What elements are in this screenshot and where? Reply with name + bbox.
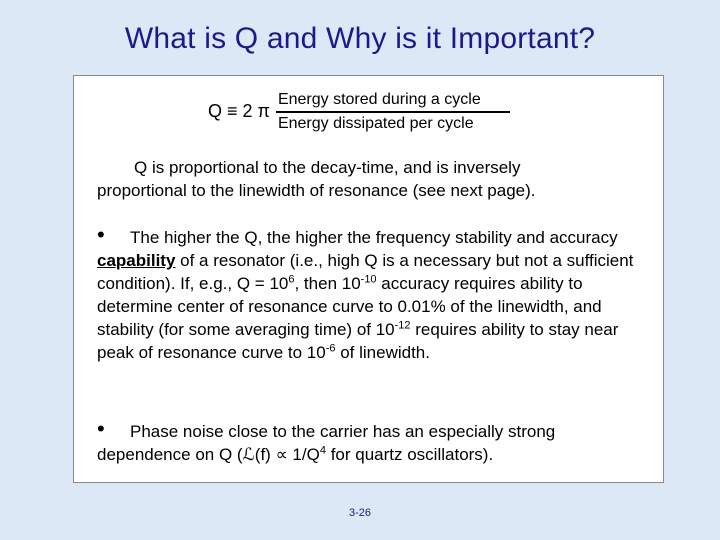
exponent-4: 4 — [319, 444, 326, 457]
formula-denominator: Energy dissipated per cycle — [277, 114, 474, 132]
bullet-text-b: for quartz oscillators). — [325, 445, 494, 464]
decay-time-paragraph — [97, 156, 642, 202]
bullet-icon: • — [97, 222, 105, 247]
stability-bullet — [97, 222, 642, 364]
slide-title: What is Q and Why is it Important? — [124, 22, 596, 55]
content-box — [73, 75, 664, 483]
formula-fraction — [276, 90, 510, 134]
exponent-minus-10: -10 — [360, 273, 377, 286]
paragraph-line-1: Q is proportional to the decay-time, and is inversely — [134, 158, 521, 177]
capability-emphasis: capability — [97, 251, 176, 270]
exponent-minus-6: -6 — [325, 342, 336, 355]
exponent-minus-12: -12 — [394, 319, 411, 332]
bullet-text-e: requires ability to stay near peak of resonance curve to 10 — [97, 320, 619, 362]
fraction-bar — [276, 111, 510, 113]
formula-numerator: Energy stored during a cycle — [277, 91, 481, 108]
phase-noise-bullet — [97, 416, 642, 466]
page-number: 3-26 — [348, 507, 372, 519]
bullet-text-a: The higher the Q, the higher the frequency stability and accuracy — [130, 228, 618, 247]
bullet-text-b: of a resonator (i.e., high Q is a necessary but not a sufficient condition). If, e.g., Q = 10 — [97, 251, 634, 293]
formula-lhs: Q ≡ 2 π — [208, 101, 270, 122]
bullet-text-d: accuracy requires ability to determine center of resonance curve to 0.01% of the linewidth, and stability (for some averaging time) of 10 — [97, 274, 602, 339]
q-definition-formula — [208, 90, 510, 134]
bullet-text-a: Phase noise close to the carrier has an especially strong dependence on Q (ℒ(f) ∝ 1/Q — [97, 422, 556, 464]
bullet-text-c: , then 10 — [294, 274, 361, 293]
exponent-6: 6 — [288, 273, 295, 286]
paragraph-line-2: proportional to the linewidth of resonance (see next page). — [97, 181, 536, 200]
bullet-text-f: of linewidth. — [335, 343, 430, 362]
bullet-icon: • — [97, 416, 105, 441]
